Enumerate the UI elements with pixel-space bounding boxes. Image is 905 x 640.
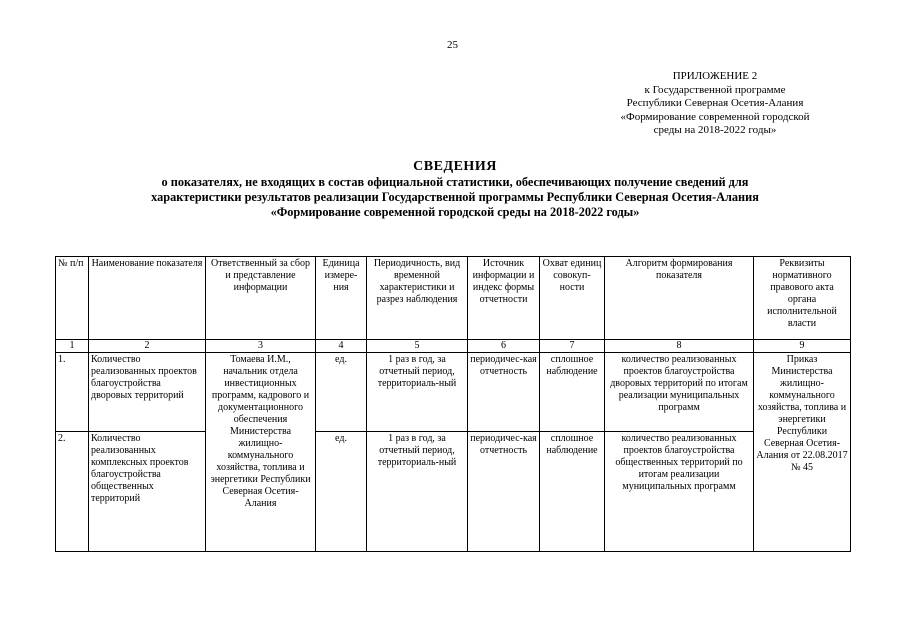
column-number: 7 (540, 340, 605, 353)
title-line-2: характеристики результатов реализации Государственной программы Республики Северная Осетия-Алания (151, 190, 759, 204)
header-cell-coverage: Охват единиц совокуп-ности (540, 257, 605, 340)
indicator-name: Количество реализованных проектов благоустройства дворовых территорий (89, 353, 206, 432)
title-line-1: о показателях, не входящих в состав официальной статистики, обеспечивающих получение сведений для (161, 175, 749, 189)
header-cell-unit: Единица измере-ния (316, 257, 367, 340)
algorithm: количество реализованных проектов благоустройства общественных территорий по итогам реализации муниципальных программ (605, 432, 754, 552)
header-cell-legal-act: Реквизиты нормативного правового акта органа исполнительной власти (754, 257, 851, 340)
coverage: сплошное наблюдение (540, 353, 605, 432)
appendix-line-3: Республики Северная Осетия-Алания (626, 97, 804, 109)
appendix-line-5: среды на 2018-2022 годы» (653, 124, 777, 136)
indicator-name: Количество реализованных комплексных проектов благоустройства общественных территорий (89, 432, 206, 552)
document-title (60, 159, 850, 220)
table-row (56, 353, 851, 432)
unit: ед. (316, 353, 367, 432)
header-cell-num: № п/п (56, 257, 89, 340)
column-number: 3 (206, 340, 316, 353)
column-number: 8 (605, 340, 754, 353)
header-cell-algorithm: Алгоритм формирования показателя (605, 257, 754, 340)
header-cell-responsible: Ответственный за сбор и представление информации (206, 257, 316, 340)
header-cell-source: Источник информации и индекс формы отчетности (468, 257, 540, 340)
column-number: 2 (89, 340, 206, 353)
column-number: 5 (367, 340, 468, 353)
appendix-line-4: «Формирование современной городской (620, 110, 810, 123)
table-header-row (56, 257, 851, 340)
info-source: периодичес-кая отчетность (468, 432, 540, 552)
page-number: 25 (447, 39, 458, 51)
column-number-row (56, 340, 851, 353)
info-source: периодичес-кая отчетность (468, 353, 540, 432)
column-number: 1 (56, 340, 89, 353)
column-number: 6 (468, 340, 540, 353)
column-number: 9 (754, 340, 851, 353)
header-cell-name: Наименование показателя (89, 257, 206, 340)
unit: ед. (316, 432, 367, 552)
legal-act: Приказ Министерства жилищно-коммунального хозяйства, топлива и энергетики Республики Северная Осетия-Алания от 22.08.2017 № 45 (754, 353, 851, 552)
algorithm: количество реализованных проектов благоустройства дворовых территорий по итогам реализации муниципальных программ (605, 353, 754, 432)
responsible-person: Томаева И.М., начальник отдела инвестиционных программ, кадрового и документационного обеспечения Министерства жилищно-коммунального хозяйства, топлива и энергетики Республики Северная Осетия-Алания (206, 353, 316, 552)
periodicity: 1 раз в год, за отчетный период, территориаль-ный (367, 353, 468, 432)
title-line-3: «Формирование современной городской среды на 2018-2022 годы» (270, 205, 640, 219)
column-number: 4 (316, 340, 367, 353)
header-cell-periodicity: Периодичность, вид временной характеристики и разрез наблюдения (367, 257, 468, 340)
appendix-line-2: к Государственной программе (644, 83, 786, 96)
appendix-header (590, 70, 840, 138)
row-number: 2. (56, 432, 89, 552)
coverage: сплошное наблюдение (540, 432, 605, 552)
row-number: 1. (56, 353, 89, 432)
table-row (56, 432, 851, 552)
title-main: СВЕДЕНИЯ (413, 159, 497, 174)
indicators-table (55, 256, 851, 552)
appendix-line-1: ПРИЛОЖЕНИЕ 2 (672, 70, 758, 82)
periodicity: 1 раз в год, за отчетный период, территориаль-ный (367, 432, 468, 552)
